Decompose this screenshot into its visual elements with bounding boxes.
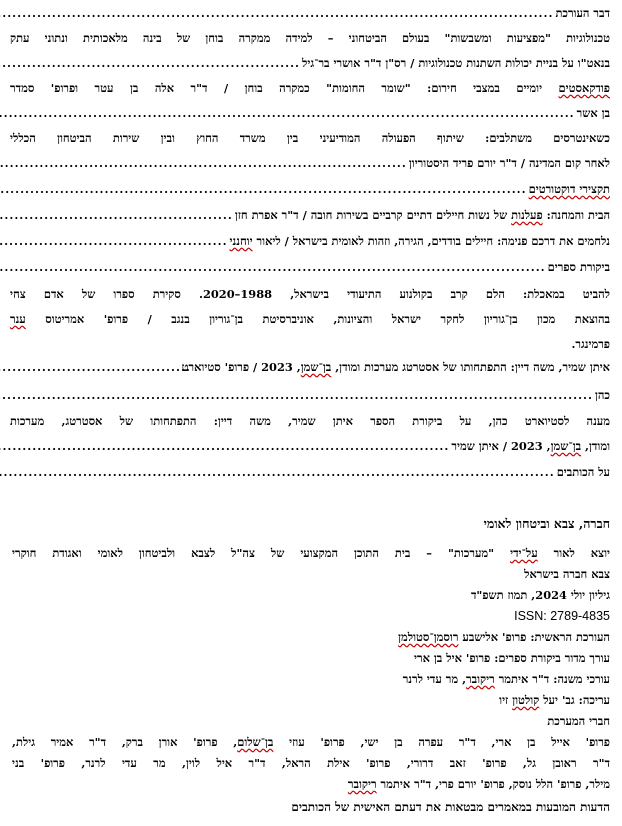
- toc-entry[interactable]: [10, 230, 610, 252]
- leader-dots: [0, 256, 546, 279]
- toc-entry-title-underlined: ענר: [10, 312, 26, 326]
- journal-title: חברה, צבא וביטחון לאומי: [483, 516, 610, 531]
- toc-entry-title: כהן: [594, 388, 610, 402]
- toc-entry-title-underlined: יוחנני: [229, 234, 253, 248]
- toc-entry-title: , 2023 / פרופ' סטיוארט: [181, 360, 301, 374]
- toc-entry-title-underlined: פעלנות: [511, 208, 543, 222]
- imprint-text-underlined: רוסמן־סטולמן: [398, 630, 459, 644]
- imprint-text: זיו: [499, 693, 513, 707]
- imprint-deputy-editors: [12, 672, 610, 692]
- imprint-text: , פרופ' אורן ברק, ד"ר אמיר גילת,: [12, 735, 238, 749]
- imprint-text-underlined: קולטון: [512, 693, 540, 707]
- toc-entry[interactable]: [10, 461, 610, 483]
- toc-entry[interactable]: [10, 127, 610, 149]
- imprint-text-underlined: על־ידי: [510, 546, 538, 560]
- toc-entry-title: לאחר קום המדינה / ד"ר יורם פריד היסטוריון: [408, 156, 610, 170]
- imprint-text-underlined: בן־שלום: [237, 735, 274, 749]
- leader-dots: [0, 230, 228, 253]
- toc-section-title: תקצירי דוקטורטים: [528, 182, 610, 196]
- imprint-board-line: [12, 735, 610, 755]
- toc-entry[interactable]: [10, 308, 610, 330]
- toc-entry[interactable]: [10, 52, 610, 74]
- imprint-text: עריכה: גב' יעל: [539, 693, 610, 707]
- imprint-text: יוצא לאור: [537, 546, 610, 560]
- toc-entry-title: יומיים במצבי חירום: "שומר החומות" כמקרה בוחן / ד"ר אלה בן עטר ופרופ' סמדר: [10, 81, 559, 95]
- toc-entry[interactable]: [10, 77, 610, 99]
- toc-entry-title: נלחמים את דרכם פנימה: חיילים בודדים, הגירה, וזהות לאומית בישראל / ליאור: [252, 234, 610, 248]
- toc-entry-title: בן אשר: [576, 106, 610, 120]
- toc-entry[interactable]: [181, 356, 610, 378]
- toc-entry-title: להביט במאכלת: הלם קרב בקולנוע התיעודי בישראל, 1988–2020. סקירת ספרו של אדם צחי: [10, 287, 610, 301]
- toc-entry-title: של נשות חיילים דתיים קרביים בשירות חובה / ד"ר אפרת חזן: [234, 208, 512, 222]
- toc-entry-title: , 2023 / איתן שמיר: [451, 439, 551, 453]
- leader-dots: [0, 102, 575, 125]
- imprint-board-title: חברי המערכת: [547, 714, 610, 728]
- toc-entry[interactable]: [10, 333, 610, 355]
- toc-section-heading[interactable]: [10, 178, 610, 200]
- toc-entry[interactable]: [10, 410, 610, 432]
- toc-section-heading[interactable]: [10, 256, 610, 278]
- imprint-editing: [12, 693, 610, 713]
- imprint-text: , מר עדי לרנר: [402, 672, 467, 686]
- toc-entry-title-underlined: בן־שמן: [300, 360, 332, 374]
- toc-entry-title: דבר העורכת: [555, 6, 610, 20]
- toc-entry-title: על הכותבים: [556, 465, 610, 479]
- toc-entry[interactable]: [10, 102, 610, 124]
- toc-entry[interactable]: [10, 384, 610, 406]
- imprint-issue: גיליון יולי 2024, תמוז תשפ"ד: [470, 588, 610, 602]
- toc-entry-title: הבית והמחנה:: [542, 208, 610, 222]
- imprint-text: "מערכות" – בית התוכן המקצועי של צה"ל לצבא ולביטחון לאומי ואגודת חוקרי: [12, 546, 511, 560]
- toc-entry-title: כשאינטרסים משתלבים: שיתוף הפעולה המודיעיני בין משרד החוץ ובין שירות הביטחון הכללי: [10, 131, 610, 145]
- toc-entry-title: בהוצאת מכון בן־גוריון לחקר ישראל והציונות, אוניברסיטת בן־גוריון בנגב / פרופ' אמריטוס: [25, 312, 610, 326]
- toc-entry-title: בנאט"ו על בניית יכולות השתנות טכנולוגיות / רס"ן ד"ר אושרי בר־גיל: [302, 56, 610, 70]
- imprint-text-underlined: ריקובר: [347, 777, 377, 791]
- imprint-book-review-editor: עורך מדור ביקורת ספרים: פרופ' איל בן ארי: [414, 651, 610, 665]
- disclaimer: הדעות המובעות במאמרים מבטאות את דעתם האישית של הכותבים: [291, 800, 610, 814]
- toc-entry-title-underlined: פודקאסטים: [558, 81, 610, 95]
- imprint-publisher: [12, 546, 610, 566]
- leader-dots: [0, 384, 593, 407]
- leader-dots: [0, 178, 527, 201]
- imprint-issn: [12, 609, 610, 629]
- toc-entry-title-underlined: בן־שמן: [550, 439, 582, 453]
- toc-entry-title: טכנולוגיות "מפציעות ומשבשות" בעולם הביטחוני – למידה ממקרה בוחן של בינה מלאכותית ונתוני עתק: [10, 31, 610, 45]
- toc-section-title: ביקורת ספרים: [547, 260, 610, 274]
- leader-dots: [0, 461, 555, 484]
- toc-entry[interactable]: [10, 435, 610, 457]
- imprint-text: מילר, פרופ' הלל נוסק, פרופ' יורם פרי, ד"ר איתמר: [376, 777, 610, 791]
- imprint-chief-editor: [12, 630, 610, 650]
- imprint-board-line: [12, 777, 610, 797]
- toc-entry[interactable]: [10, 283, 610, 305]
- leader-dots: [0, 2, 553, 25]
- imprint-text: פרופ' אייל בן ארי, ד"ר עפרה בן ישי, פרופ' עוזי: [273, 735, 610, 749]
- imprint-text: עורכי משנה: ד"ר איתמר: [494, 672, 610, 686]
- leader-dots: [0, 435, 449, 458]
- toc-entry-title: מענה לסטיוארט כהן, על ביקורת הספר איתן שמיר, משה דיין: התפתחותו של אסטרטג, מערכות: [10, 414, 610, 428]
- leader-dots: [0, 152, 407, 175]
- leader-dots: [0, 204, 233, 227]
- leader-dots: [0, 52, 300, 75]
- toc-entry-title: ומודן,: [581, 439, 610, 453]
- imprint-text-underlined: ריקובר: [466, 672, 495, 686]
- imprint-board-line: ד"ר ראובן גל, פרופ' זאב דרורי, פרופ' אילת הראל, ד"ר איל לוין, מר עדי לרנר, פרופ' בני: [12, 756, 610, 770]
- issn-text: ISSN: 2789-4835: [514, 609, 610, 623]
- toc-entry[interactable]: [10, 152, 610, 174]
- toc-entry[interactable]: [10, 27, 610, 49]
- imprint-publisher-cont: צבא חברה בישראל: [524, 567, 610, 581]
- toc-entry-title: פרמינגר.: [571, 337, 610, 351]
- imprint-text: העורכת הראשית: פרופ' אלישבע: [458, 630, 610, 644]
- toc-entry[interactable]: [10, 2, 610, 24]
- toc-entry-title: איתן שמיר, משה דיין: התפתחותו של אסטרטג מערכות ומודן,: [331, 360, 610, 374]
- toc-entry[interactable]: [10, 204, 610, 226]
